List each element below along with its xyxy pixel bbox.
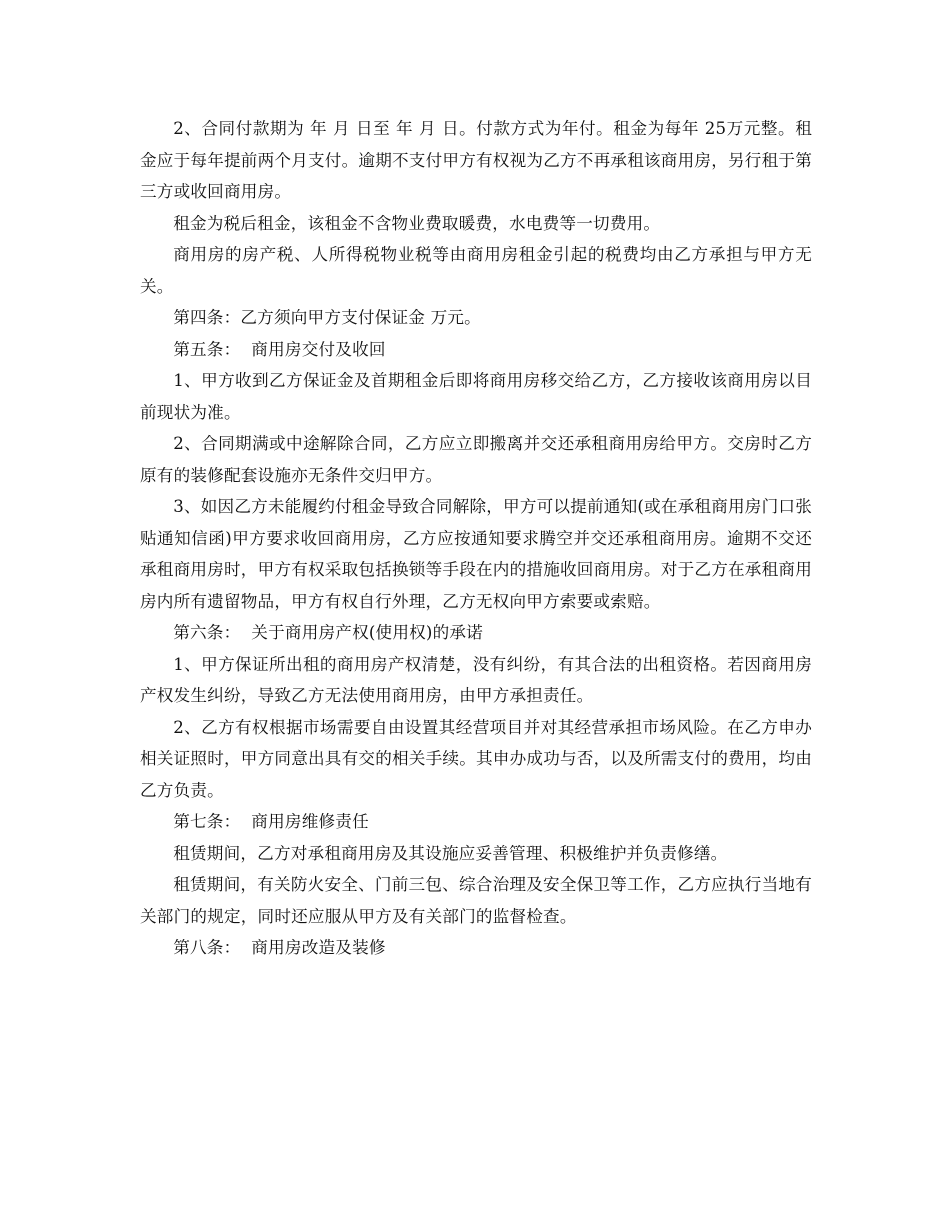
article-heading: 第四条：乙方须向甲方支付保证金 万元。: [173, 308, 481, 327]
document-body: [140, 113, 812, 964]
paragraph: 1、甲方保证所出租的商用房产权清楚，没有纠纷，有其合法的出租资格。若因商用房产权发生纠纷，导致乙方无法使用商用房，由甲方承担责任。: [140, 654, 812, 705]
paragraph: 租赁期间，有关防火安全、门前三包、综合治理及安全保卫等工作，乙方应执行当地有关部门的规定，同时还应服从甲方及有关部门的监督检查。: [140, 875, 812, 926]
paragraph: 2、合同期满或中途解除合同，乙方应立即搬离并交还承租商用房给甲方。交房时乙方原有的装修配套设施亦无条件交归甲方。: [140, 434, 812, 485]
paragraph: 租赁期间，乙方对承租商用房及其设施应妥善管理、积极维护并负责修缮。: [173, 843, 728, 863]
paragraph: 2、合同付款期为 年 月 日至 年 月 日。付款方式为年付。租金为每年 25万元整。租金应于每年提前两个月支付。逾期不支付甲方有权视为乙方不再承租该商用房，另行租于第三方或收回商用房。: [140, 119, 812, 201]
article-heading: 第八条： 商用房改造及装修: [173, 938, 386, 957]
paragraph: 2、乙方有权根据市场需要自由设置其经营项目并对其经营承担市场风险。在乙方申办相关证照时，甲方同意出具有交的相关手续。其申办成功与否，以及所需支付的费用，均由乙方负责。: [140, 717, 812, 800]
paragraph: 1、甲方收到乙方保证金及首期租金后即将商用房移交给乙方，乙方接收该商用房以目前现状为准。: [140, 371, 812, 422]
paragraph: 租金为税后租金，该租金不含物业费取暖费，水电费等一切费用。: [173, 213, 661, 233]
article-heading: 第五条： 商用房交付及收回: [173, 339, 386, 359]
paragraph: 3、如因乙方未能履约付租金导致合同解除，甲方可以提前通知(或在承租商用房门口张贴通知信函)甲方要求收回商用房，乙方应按通知要求腾空并交还承租商用房。逾期不交还承租商用房时，甲方有权采取包括换锁等手段在内的措施收回商用房。对于乙方在承租商用房内所有遗留物品，甲方有权自行外理，乙方无权向甲方索要或索赔。: [140, 497, 812, 611]
article-heading: 第六条： 关于商用房产权(使用权)的承诺: [173, 623, 483, 642]
paragraph: 商用房的房产税、人所得税物业税等由商用房租金引起的税费均由乙方承担与甲方无关。: [140, 245, 812, 296]
article-heading: 第七条： 商用房维修责任: [173, 812, 369, 831]
